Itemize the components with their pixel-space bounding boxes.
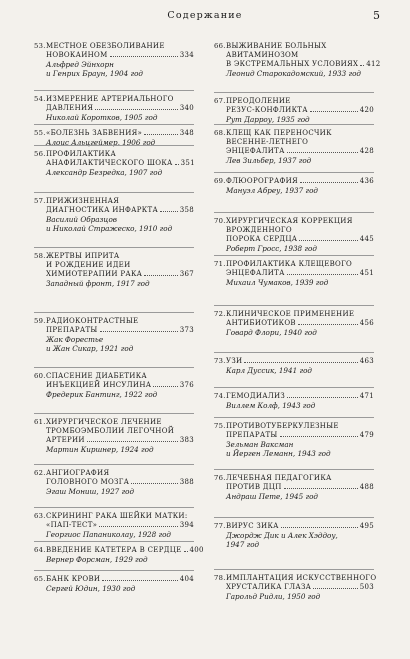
toc-entry — [214, 97, 374, 124]
toc-title-line — [34, 159, 194, 168]
toc-entry-author: Николай Коротков, 1905 год — [46, 113, 158, 122]
toc-entry — [214, 422, 374, 458]
entry-divider — [214, 387, 374, 388]
toc-entry-number: 75. — [214, 422, 226, 430]
toc-entry-title: ПРОТИВ ДЦП — [226, 483, 282, 491]
toc-title-line — [214, 310, 374, 319]
toc-entry-title: «БОЛЕЗНЬ ЗАБВЕНИЯ» — [46, 129, 143, 137]
toc-entry-title: ПРЕОДОЛЕНИЕ — [226, 97, 291, 105]
toc-entry-number: 56. — [34, 150, 46, 158]
toc-entry — [214, 522, 374, 549]
toc-entry-title: ВВЕДЕНИЕ КАТЕТЕРА В СЕРДЦЕ — [46, 546, 182, 554]
toc-entry-page: 400 — [189, 546, 204, 554]
toc-entry-number: 60. — [34, 372, 46, 380]
leader-dots — [287, 397, 358, 398]
toc-title-line — [34, 206, 194, 215]
toc-entry — [214, 574, 377, 601]
toc-entry — [34, 317, 194, 353]
toc-entry-author: Георгиос Папаниколау, 1928 год — [46, 530, 171, 539]
toc-title-line — [214, 260, 374, 269]
toc-entry-page: 451 — [359, 269, 374, 277]
toc-entry-title: ПРОФИЛАКТИКА — [46, 150, 117, 158]
toc-entry-page: 445 — [359, 235, 374, 243]
toc-entry — [214, 217, 374, 253]
toc-entry-title: КЛЕЩ КАК ПЕРЕНОСЧИК — [226, 129, 332, 137]
toc-entry-author: и Йерген Леманн, 1943 год — [226, 449, 331, 458]
toc-title-line — [34, 252, 194, 261]
toc-title-line — [34, 104, 194, 113]
toc-title-line — [214, 319, 374, 328]
toc-title-line — [34, 436, 194, 445]
entry-divider — [214, 172, 374, 173]
toc-entry-title: ФЛЮОРОГРАФИЯ — [226, 177, 299, 185]
toc-entry-number: 53. — [34, 42, 46, 50]
toc-title-line — [214, 392, 374, 401]
leader-dots — [102, 580, 177, 581]
toc-entry-page: 463 — [359, 357, 374, 365]
toc-entry — [34, 469, 194, 496]
leader-dots — [95, 109, 177, 110]
toc-entry-number: 63. — [34, 512, 46, 520]
toc-entry-title: ПРЕПАРАТЫ — [226, 431, 278, 439]
toc-entry-number: 72. — [214, 310, 226, 318]
toc-entry-title: «ПАП-ТЕСТ» — [46, 521, 98, 529]
toc-entry-title: СКРИНИНГ РАКА ШЕЙКИ МАТКИ: — [46, 512, 188, 520]
toc-entry-author: и Николай Стражеско, 1910 год — [46, 224, 173, 233]
toc-entry-page: 488 — [359, 483, 374, 491]
toc-entry — [34, 95, 194, 122]
toc-entry-number: 55. — [34, 129, 46, 137]
toc-entry-title: ХИМИОТЕРАПИИ РАКА — [46, 270, 143, 278]
toc-entry-author: Западный фронт, 1917 год — [46, 279, 150, 288]
toc-entry-number: 61. — [34, 418, 46, 426]
toc-entry-title: ВРОЖДЕННОГО — [226, 226, 292, 234]
toc-title-line — [214, 129, 374, 138]
toc-entry — [214, 177, 374, 195]
toc-entry — [34, 575, 194, 593]
leader-dots — [144, 134, 178, 135]
toc-entry — [34, 372, 194, 399]
toc-entry-title: ПРЕПАРАТЫ — [46, 326, 98, 334]
toc-entry-author: Александр Безредка, 1907 год — [46, 168, 163, 177]
leader-dots — [153, 386, 177, 387]
leader-dots — [244, 362, 357, 363]
toc-title-line — [214, 357, 374, 366]
toc-entry-title: ЭНЦЕФАЛИТА — [226, 269, 285, 277]
toc-entry-number: 66. — [214, 42, 226, 50]
toc-entry — [214, 260, 374, 287]
toc-entry-title: АНАФИЛАКТИЧЕСКОГО ШОКА — [46, 159, 173, 167]
toc-title-line — [34, 372, 194, 381]
toc-title-line — [34, 42, 194, 51]
entry-divider — [34, 247, 194, 248]
leader-dots — [160, 211, 178, 212]
toc-entry-author: Альфред Эйнхорн — [46, 60, 114, 69]
toc-entry — [34, 42, 194, 78]
toc-entry-author: Рут Дарроу, 1935 год — [226, 115, 310, 124]
toc-entry-page: 376 — [179, 381, 194, 389]
toc-title-line — [214, 431, 374, 440]
toc-entry-author: Говард Флори, 1940 год — [226, 328, 317, 337]
toc-entry-author: Василий Образцов — [46, 215, 117, 224]
toc-entry — [214, 310, 374, 337]
toc-title-line — [34, 51, 194, 60]
toc-title-line — [214, 51, 374, 60]
toc-entry-page: 351 — [180, 159, 195, 167]
leader-dots — [87, 441, 178, 442]
toc-entry-author: Мартин Киршнер, 1924 год — [46, 445, 154, 454]
toc-entry-page: 394 — [179, 521, 194, 529]
toc-title-line — [34, 270, 194, 279]
toc-title-line — [214, 217, 374, 226]
toc-entry-title: ГЕМОДИАЛИЗ — [226, 392, 286, 400]
toc-title-line — [214, 483, 374, 492]
toc-entry-author: и Генрих Браун, 1904 год — [46, 69, 143, 78]
toc-entry-author: Виллем Колф, 1943 год — [226, 401, 316, 410]
toc-title-line — [214, 177, 374, 186]
toc-entry-title: ТРОМБОЭМБОЛИИ ЛЕГОЧНОЙ — [46, 427, 175, 435]
toc-title-line — [34, 261, 194, 270]
toc-entry-page: 358 — [179, 206, 194, 214]
toc-title-line — [214, 42, 374, 51]
toc-entry-title: АВИТАМИНОЗОМ — [226, 51, 299, 59]
leader-dots — [110, 56, 178, 57]
toc-entry-number: 76. — [214, 474, 226, 482]
toc-entry-page: 436 — [359, 177, 374, 185]
toc-entry-author: Андраш Пете, 1945 год — [226, 492, 318, 501]
toc-entry-number: 64. — [34, 546, 46, 554]
entry-divider — [214, 417, 374, 418]
toc-entry-title: ЖЕРТВЫ ИПРИТА — [46, 252, 120, 260]
toc-entry-number: 59. — [34, 317, 46, 325]
toc-entry-title: АРТЕРИИ — [46, 436, 85, 444]
toc-entry-title: РЕЗУС-КОНФЛИКТА — [226, 106, 308, 114]
toc-entry-title: ПРИЖИЗНЕННАЯ — [46, 197, 120, 205]
toc-title-line — [214, 522, 374, 531]
toc-entry-title: ИМПЛАНТАЦИЯ ИСКУССТВЕННОГО — [226, 574, 377, 582]
toc-entry-title: И РОЖДЕНИЕ ИДЕИ — [46, 261, 131, 269]
leader-dots — [299, 240, 357, 241]
toc-entry-title: АНТИБИОТИКОВ — [226, 319, 296, 327]
toc-entry — [34, 546, 204, 564]
toc-entry-author: Жак Форестье — [46, 335, 104, 344]
toc-entry-title: АНГИОГРАФИЯ — [46, 469, 110, 477]
toc-entry-author: Джордж Дик и Алек Хэддоу, — [226, 531, 338, 540]
entry-divider — [34, 464, 194, 465]
toc-entry-number: 69. — [214, 177, 226, 185]
toc-entry — [34, 418, 194, 454]
toc-entry-author: Гарольд Ридли, 1950 год — [226, 592, 321, 601]
toc-entry-page: 471 — [359, 392, 374, 400]
leader-dots — [300, 182, 358, 183]
toc-entry-title: ПРОФИЛАКТИКА КЛЕЩЕВОГО — [226, 260, 353, 268]
toc-entry-title: ИЗМЕРЕНИЕ АРТЕРИАЛЬНОГО — [46, 95, 174, 103]
toc-entry — [34, 252, 194, 288]
toc-entry-page: 428 — [359, 147, 374, 155]
toc-entry-page: 495 — [359, 522, 374, 530]
toc-entry-author: Алоис Альцгеймер, 1906 год — [46, 138, 156, 147]
entry-divider — [34, 570, 194, 571]
toc-title-line — [214, 422, 374, 431]
toc-entry-number: 58. — [34, 252, 46, 260]
toc-entry-page: 412 — [366, 60, 381, 68]
toc-title-line — [34, 95, 194, 104]
toc-entry-number: 67. — [214, 97, 226, 105]
toc-title-line — [34, 512, 194, 521]
toc-entry-title: ПОРОКА СЕРДЦА — [226, 235, 298, 243]
toc-title-line — [214, 138, 374, 147]
leader-dots — [287, 152, 358, 153]
toc-entry-number: 65. — [34, 575, 46, 583]
toc-entry-number: 68. — [214, 129, 226, 137]
toc-title-line — [214, 106, 374, 115]
toc-entry-title: ГОЛОВНОГО МОЗГА — [46, 478, 130, 486]
leader-dots — [298, 324, 358, 325]
entry-divider — [214, 569, 374, 570]
toc-title-line — [34, 478, 194, 487]
leader-dots — [287, 274, 358, 275]
toc-entry-title: ХИРУРГИЧЕСКОЕ ЛЕЧЕНИЕ — [46, 418, 162, 426]
toc-entry-author: Роберт Гросс, 1938 год — [226, 244, 317, 253]
toc-entry-title: ВЫЖИВАНИЕ БОЛЬНЫХ — [226, 42, 327, 50]
leader-dots — [310, 111, 358, 112]
toc-entry-title: ЛЕЧЕБНАЯ ПЕДАГОГИКА — [226, 474, 332, 482]
leader-dots — [281, 527, 358, 528]
toc-entry-title: ДАВЛЕНИЯ — [46, 104, 94, 112]
toc-entry-title: МЕСТНОЕ ОБЕЗБОЛИВАНИЕ — [46, 42, 165, 50]
toc-entry — [214, 474, 374, 501]
toc-entry-author: Эгаш Мониш, 1927 год — [46, 487, 135, 496]
toc-entry-author: Леонид Старокадомский, 1933 год — [226, 69, 361, 78]
toc-entry-title: РАДИОКОНТРАСТНЫЕ — [46, 317, 139, 325]
toc-entry-page: 420 — [359, 106, 374, 114]
toc-entry-number: 70. — [214, 217, 226, 225]
toc-title-line — [34, 326, 194, 335]
toc-entry-title: ИНЪЕКЦИЕЙ ИНСУЛИНА — [46, 381, 152, 389]
toc-entry-number: 54. — [34, 95, 46, 103]
toc-entry-page: 456 — [359, 319, 374, 327]
toc-title-line — [214, 226, 374, 235]
toc-title-line — [214, 583, 374, 592]
entry-divider — [214, 212, 374, 213]
toc-entry-page: 388 — [179, 478, 194, 486]
entry-divider — [34, 124, 194, 125]
page-header — [0, 10, 410, 28]
toc-entry — [34, 197, 194, 233]
leader-dots — [131, 483, 177, 484]
toc-title-line — [214, 474, 374, 483]
entry-divider — [214, 124, 374, 125]
toc-title-line — [34, 427, 194, 436]
toc-entry-number: 73. — [214, 357, 226, 365]
entry-divider — [34, 541, 194, 542]
toc-title-line — [34, 575, 194, 584]
toc-entry-title: НОВОКАИНОМ — [46, 51, 108, 59]
leader-dots — [284, 488, 358, 489]
page-number: 5 — [373, 9, 380, 22]
toc-entry-title: В ЭКСТРЕМАЛЬНЫХ УСЛОВИЯХ — [226, 60, 359, 68]
toc-entry-page: 373 — [179, 326, 194, 334]
toc-title-line — [214, 235, 374, 244]
entry-divider — [34, 312, 194, 313]
toc-entry-author: 1947 год — [226, 540, 260, 549]
toc-entry-author: Лев Зильбер, 1937 год — [226, 156, 312, 165]
entry-divider — [34, 413, 194, 414]
toc-entry-page: 503 — [359, 583, 374, 591]
toc-entry — [214, 129, 374, 165]
toc-entry-author: Фредерик Бантинг, 1922 год — [46, 390, 158, 399]
entry-divider — [214, 517, 374, 518]
toc-entry-title: КЛИНИЧЕСКОЕ ПРИМЕНЕНИЕ — [226, 310, 355, 318]
toc-title-line — [34, 317, 194, 326]
leader-dots — [184, 551, 188, 552]
toc-entry-title: ДИАГНОСТИКА ИНФАРКТА — [46, 206, 159, 214]
entry-divider — [34, 145, 194, 146]
toc-entry-author: Зельман Ваксман — [226, 440, 294, 449]
toc-entry-number: 62. — [34, 469, 46, 477]
entry-divider — [34, 192, 194, 193]
leader-dots — [175, 164, 179, 165]
toc-entry-title: БАНК КРОВИ — [46, 575, 101, 583]
toc-entry-title: ВЕСЕННЕ-ЛЕТНЕГО — [226, 138, 309, 146]
leader-dots — [313, 588, 358, 589]
toc-entry-page: 479 — [359, 431, 374, 439]
entry-divider — [214, 305, 374, 306]
toc-title-line — [34, 129, 194, 138]
toc-entry-title: УЗИ — [226, 357, 243, 365]
entry-divider — [214, 92, 374, 93]
toc-entry — [214, 42, 381, 78]
toc-title-line — [34, 418, 194, 427]
toc-entry-page: 367 — [179, 270, 194, 278]
leader-dots — [100, 331, 178, 332]
toc-entry — [214, 357, 374, 375]
leader-dots — [280, 436, 358, 437]
entry-divider — [214, 469, 374, 470]
toc-entry-author: и Жан Сикар, 1921 год — [46, 344, 134, 353]
toc-entry-page: 383 — [179, 436, 194, 444]
toc-title-line — [214, 147, 374, 156]
toc-entry-page: 334 — [179, 51, 194, 59]
toc-entry-title: ХРУСТАЛИКА ГЛАЗА — [226, 583, 312, 591]
toc-entry-title: ПРОТИВОТУБЕРКУЛЕЗНЫЕ — [226, 422, 339, 430]
toc-title-line — [34, 197, 194, 206]
toc-entry-author: Мануэл Абреу, 1937 год — [226, 186, 318, 195]
toc-entry-title: ВИРУС ЗИКА — [226, 522, 279, 530]
leader-dots — [99, 526, 177, 527]
toc-entry-page: 348 — [179, 129, 194, 137]
toc-entry — [34, 150, 194, 177]
toc-entry-title: ЭНЦЕФАЛИТА — [226, 147, 285, 155]
entry-divider — [34, 90, 194, 91]
entry-divider — [214, 255, 374, 256]
entry-divider — [214, 352, 374, 353]
leader-dots — [360, 65, 364, 66]
toc-entry-title: ХИРУРГИЧЕСКАЯ КОРРЕКЦИЯ — [226, 217, 353, 225]
toc-entry — [214, 392, 374, 410]
toc-title-line — [34, 521, 194, 530]
toc-title-line — [34, 150, 194, 159]
entry-divider — [34, 367, 194, 368]
toc-entry-page: 404 — [179, 575, 194, 583]
toc-title-line — [214, 60, 381, 69]
leader-dots — [144, 275, 177, 276]
toc-title-line — [34, 469, 194, 478]
toc-entry-number: 57. — [34, 197, 46, 205]
entry-divider — [34, 507, 194, 508]
toc-entry-number: 77. — [214, 522, 226, 530]
toc-entry — [34, 512, 194, 539]
toc-title-line — [214, 574, 377, 583]
toc-title-line — [34, 546, 204, 555]
toc-entry-page: 340 — [179, 104, 194, 112]
toc-entry-number: 78. — [214, 574, 226, 582]
toc-entry-number: 74. — [214, 392, 226, 400]
toc-title-line — [34, 381, 194, 390]
page-title: Содержание — [167, 10, 243, 21]
toc-entry-number: 71. — [214, 260, 226, 268]
toc-entry-author: Карл Дуссик, 1941 год — [226, 366, 312, 375]
toc-title-line — [214, 97, 374, 106]
toc-title-line — [214, 269, 374, 278]
toc-entry-author: Михаил Чумаков, 1939 год — [226, 278, 329, 287]
toc-entry-title: СПАСЕНИЕ ДИАБЕТИКА — [46, 372, 148, 380]
toc-entry-author: Сергей Юдин, 1930 год — [46, 584, 136, 593]
toc-entry-author: Вернер Форсман, 1929 год — [46, 555, 148, 564]
